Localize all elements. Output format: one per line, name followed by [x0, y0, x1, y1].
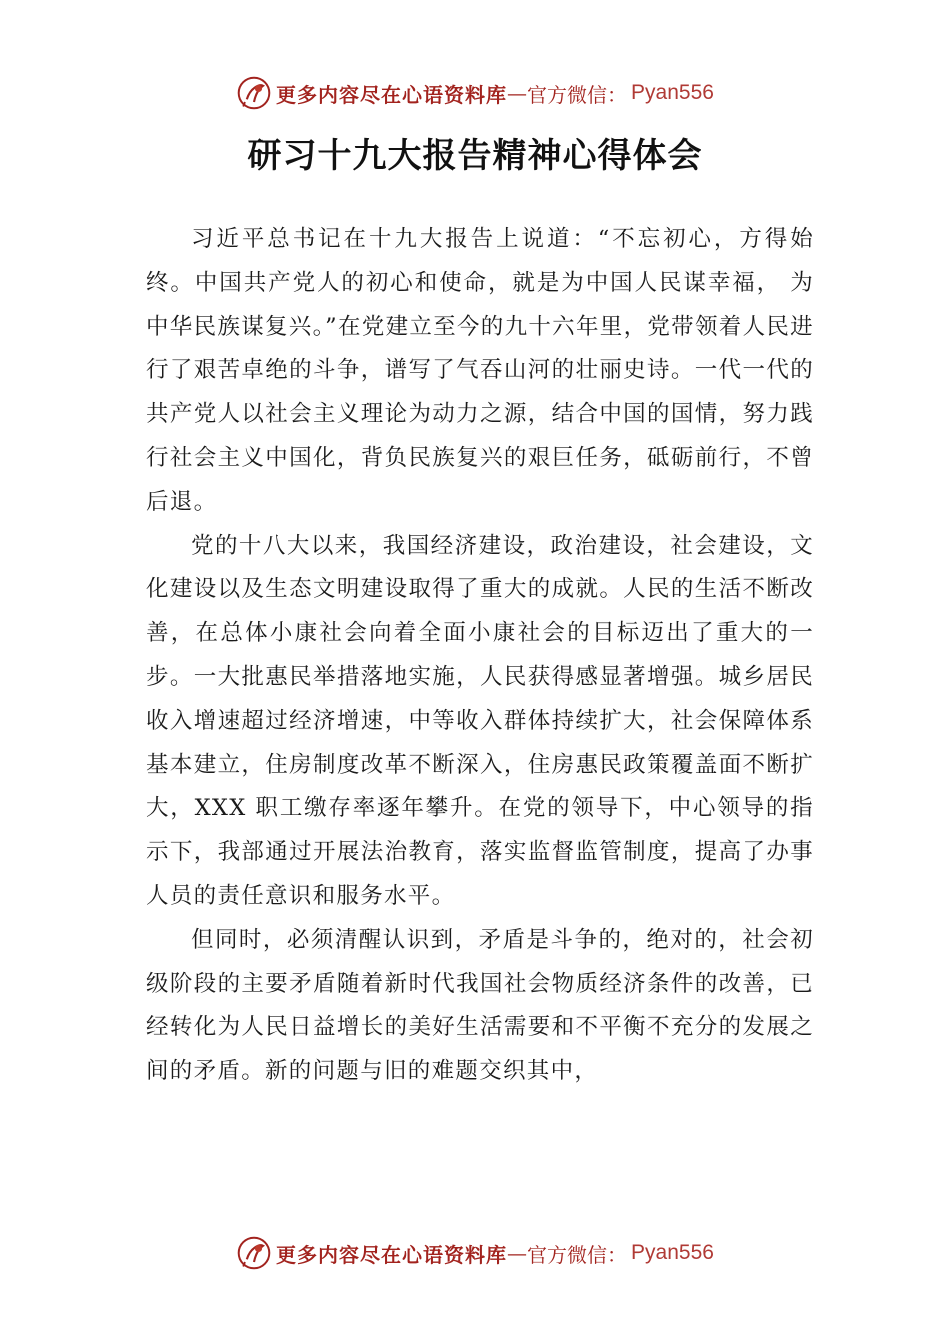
footer-banner	[0, 1233, 950, 1273]
banner-text: 更多内容尽在心语资料库	[276, 1242, 508, 1267]
banner-separator: —	[507, 81, 528, 105]
document-body	[146, 218, 814, 1094]
banner-text: 更多内容尽在心语资料库	[276, 82, 508, 107]
banner-wechat-id: Pyan556	[631, 81, 714, 104]
header-banner	[0, 73, 950, 113]
banner-wechat-label: 官方微信：	[527, 82, 628, 107]
banner-wechat-label: 官方微信：	[527, 1242, 628, 1267]
paragraph: 习近平总书记在十九大报告上说道：“不忘初心，方得始终。中国共产党人的初心和使命，就是为中国人民谋幸福， 为中华民族谋复兴。”在党建立至今的九十六年里，党带领着人民进行了艰苦卓绝的斗争，谱写了气吞山河的壮丽史诗。一代一代的共产党人以社会主义理论为动力之源，结合中国的国情，努力践行社会主义中国化，背负民族复兴的艰巨任务，砥砺前行，不曾后退。	[146, 226, 814, 515]
paragraph: 但同时，必须清醒认识到，矛盾是斗争的，绝对的，社会初级阶段的主要矛盾随着新时代我国社会物质经济条件的改善，已经转化为人民日益增长的美好生活需要和不平衡不充分的发展之间的矛盾。新的问题与旧的难题交织其中，	[146, 926, 814, 1085]
banner-separator: —	[507, 1241, 528, 1265]
flower-logo-icon	[236, 75, 272, 111]
banner-wechat-id: Pyan556	[631, 1241, 714, 1264]
flower-logo-icon	[236, 1235, 272, 1271]
paragraph: 党的十八大以来，我国经济建设，政治建设，社会建设，文化建设以及生态文明建设取得了重大的成就。人民的生活不断改善，在总体小康社会向着全面小康社会的目标迈出了重大的一步。一大批惠民举措落地实施，人民获得感显著增强。城乡居民收入增速超过经济增速，中等收入群体持续扩大，社会保障体系基本建立，住房制度改革不断深入，住房惠民政策覆盖面不断扩大，XXX 职工缴存率逐年攀升。在党的领导下，中心领导的指示下，我部通过开展法治教育，落实监督监管制度，提高了办事人员的责任意识和服务水平。	[146, 532, 814, 909]
document-title: 研习十九大报告精神心得体会	[247, 136, 703, 176]
